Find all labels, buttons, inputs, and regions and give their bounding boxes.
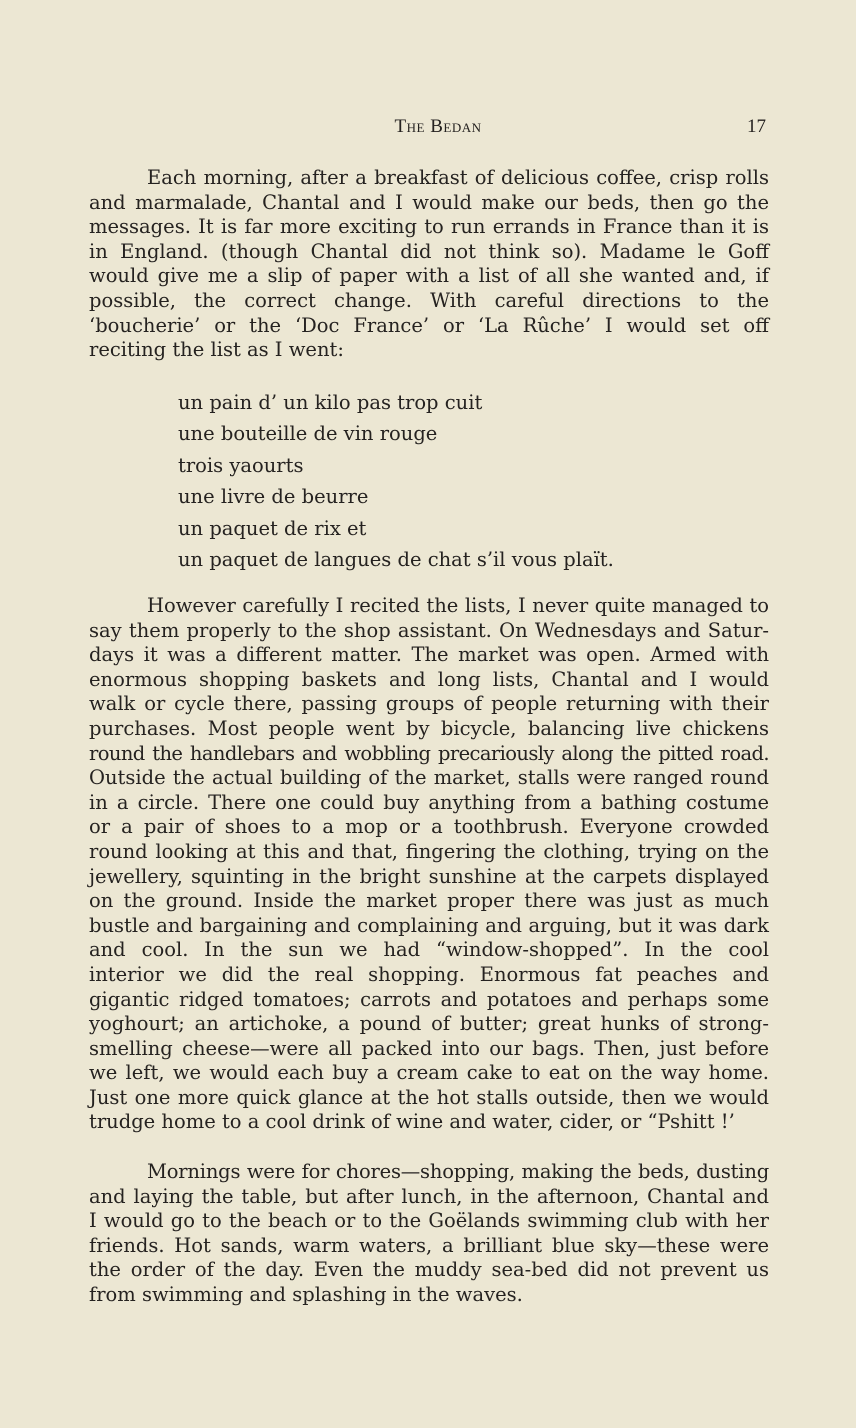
list-item: un paquet de rix et [178,516,367,540]
list-item: un pain d’ un kilo pas trop cuit [178,391,483,414]
text-line: yoghourt; an artichoke, a pound of butter; great hunks of strong- [89,1012,769,1036]
text-line: round looking at this and that, fingering the clothing, trying on the [89,839,769,863]
text-line: messages. It is far more exciting to run errands in France than it is [89,215,769,239]
running-head-title: The Bedan [394,116,482,137]
text-line: days it was a different matter. The market was open. Armed with [89,643,769,667]
text-line: round the handlebars and wobbling precariously along the pitted road. [89,741,769,765]
text-line: friends. Hot sands, warm waters, a brilliant blue sky—these were [89,1233,769,1257]
text-line: jewellery, squinting in the bright sunshine at the carpets displayed [89,864,769,888]
text-line: and laying the table, but after lunch, in the afternoon, Chantal and [89,1184,769,1208]
text-line: enormous shopping baskets and long lists, Chantal and I would [89,667,769,691]
text-line: However carefully I recited the lists, I never quite managed to [147,594,769,617]
text-line: on the ground. Inside the market proper there was just as much [89,889,769,913]
text-line: possible, the correct change. With careful directions to the [89,288,769,312]
text-line: ‘boucherie’ or the ‘Doc France’ or ‘La Rûche’ I would set off [89,313,769,337]
running-head [88,116,768,144]
text-line: the order of the day. Even the muddy sea-bed did not prevent us [89,1258,769,1282]
text-line: Outside the actual building of the market, stalls were ranged round [89,766,769,790]
list-item: un paquet de langues de chat s’il vous plaït. [178,548,614,572]
text-line: in England. (though Chantal did not think so). Madame le Goff [89,239,769,263]
text-line: or a pair of shoes to a mop or a toothbrush. Everyone crowded [89,815,769,839]
text-line: and marmalade, Chantal and I would make our beds, then go the [89,190,769,214]
list-item: une bouteille de vin rouge [178,422,438,446]
text-line: we left, we would each buy a cream cake to eat on the way home. [89,1061,769,1085]
text-line: walk or cycle there, passing groups of people returning with their [89,692,769,716]
text-line: purchases. Most people went by bicycle, balancing live chickens [89,716,769,740]
text-line: say them properly to the shop assistant. On Wednesdays and Satur- [89,618,769,642]
paragraph-morning-routine [89,166,769,363]
text-line: smelling cheese—were all packed into our bags. Then, just before [89,1036,769,1060]
text-line: from swimming and splashing in the waves. [89,1282,523,1306]
paragraph-afternoons [89,1160,769,1308]
shopping-list [178,387,614,575]
text-line: would give me a slip of paper with a list of all she wanted and, if [89,264,769,288]
list-item: trois yaourts [178,453,304,477]
text-line: Just one more quick glance at the hot stalls outside, then we would [89,1085,769,1109]
page-number: 17 [747,116,766,137]
text-line: reciting the list as I went: [89,338,344,362]
text-line: interior we did the real shopping. Enormous fat peaches and [89,962,769,986]
list-item: une livre de beurre [178,485,369,509]
text-line: gigantic ridged tomatoes; carrots and potatoes and perhaps some [89,987,769,1011]
paragraph-market [89,594,769,1135]
text-line: Each morning, after a breakfast of delicious coffee, crisp rolls [147,166,769,189]
text-line: bustle and bargaining and complaining and arguing, but it was dark [89,913,769,937]
text-line: Mornings were for chores—shopping, making the beds, dusting [147,1160,769,1183]
text-line: trudge home to a cool drink of wine and water, cider, or “Pshitt !’ [89,1110,735,1134]
text-line: in a circle. There one could buy anything from a bathing costume [89,790,769,814]
text-line: I would go to the beach or to the Goëlands swimming club with her [89,1209,769,1233]
text-line: and cool. In the sun we had “window-shopped”. In the cool [89,938,769,962]
